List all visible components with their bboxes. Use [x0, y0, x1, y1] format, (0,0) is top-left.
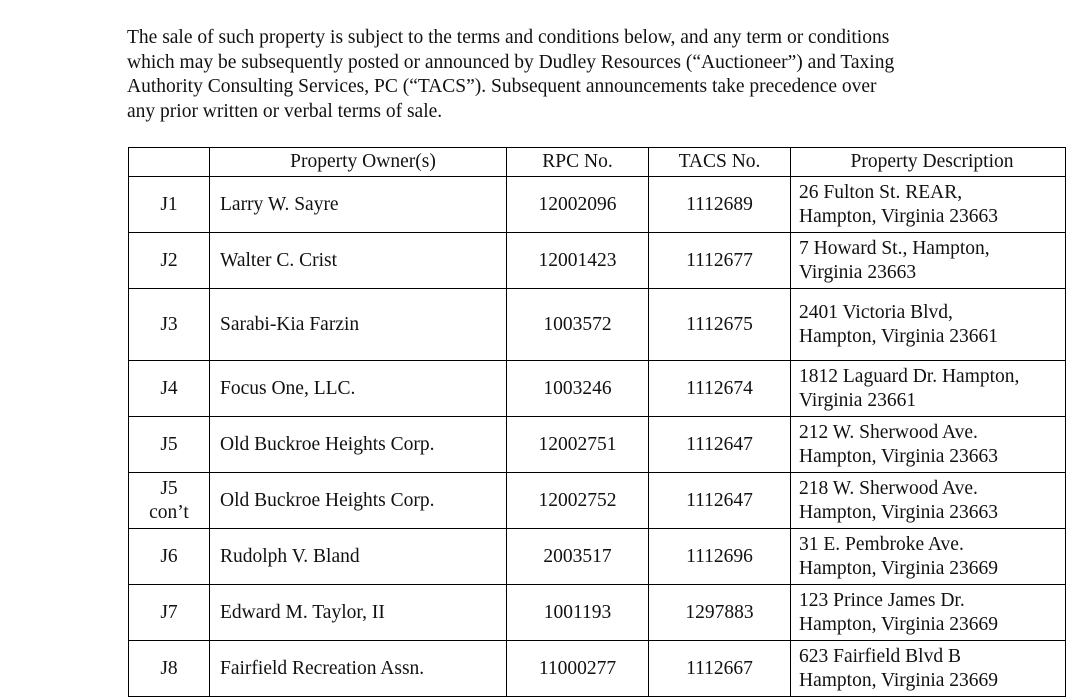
- rpc-no-cell: 1001193: [507, 585, 649, 641]
- header-rpc-no: RPC No.: [507, 148, 649, 177]
- owner-cell: Larry W. Sayre: [210, 177, 507, 233]
- item-id-line: con’t: [149, 501, 189, 523]
- item-id-cell: [129, 177, 210, 233]
- description-line: 26 Fulton St. REAR,: [799, 181, 963, 203]
- tacs-no-cell: 1297883: [649, 585, 791, 641]
- rpc-no-cell: 2003517: [507, 529, 649, 585]
- header-property-owner: Property Owner(s): [210, 148, 507, 177]
- description-cell: [791, 289, 1066, 361]
- item-id-cell: [129, 361, 210, 417]
- description-line: Hampton, Virginia 23663: [799, 205, 999, 227]
- owner-cell: Rudolph V. Bland: [210, 529, 507, 585]
- rpc-no-cell: 1003246: [507, 361, 649, 417]
- table-row: [129, 177, 1066, 233]
- item-id-cell: [129, 641, 210, 697]
- rpc-no-cell: 12002751: [507, 417, 649, 473]
- description-line: Virginia 23661: [799, 389, 917, 411]
- description-line: 212 W. Sherwood Ave.: [799, 421, 978, 443]
- description-cell: [791, 585, 1066, 641]
- rpc-no-cell: 11000277: [507, 641, 649, 697]
- description-line: 623 Fairfield Blvd B: [799, 645, 961, 667]
- intro-line: The sale of such property is subject to the terms and conditions below, and any term or conditions: [127, 27, 890, 48]
- rpc-no-cell: 12001423: [507, 233, 649, 289]
- description-line: Hampton, Virginia 23669: [799, 613, 999, 635]
- table-row: [129, 417, 1066, 473]
- item-id-line: J8: [160, 657, 178, 679]
- description-line: 7 Howard St., Hampton,: [799, 237, 990, 259]
- item-id-line: J1: [160, 193, 178, 215]
- table-row: [129, 233, 1066, 289]
- rpc-no-cell: 12002752: [507, 473, 649, 529]
- tacs-no-cell: 1112674: [649, 361, 791, 417]
- header-item-id: [129, 148, 210, 177]
- owner-cell: Focus One, LLC.: [210, 361, 507, 417]
- tacs-no-cell: 1112647: [649, 473, 791, 529]
- owner-cell: Sarabi-Kia Farzin: [210, 289, 507, 361]
- tacs-no-cell: 1112675: [649, 289, 791, 361]
- tacs-no-cell: 1112647: [649, 417, 791, 473]
- header-tacs-no: TACS No.: [649, 148, 791, 177]
- description-line: Hampton, Virginia 23669: [799, 669, 999, 691]
- table-row: [129, 641, 1066, 697]
- intro-line: which may be subsequently posted or announced by Dudley Resources (“Auctioneer”) and Taxing: [127, 51, 895, 73]
- owner-cell: Fairfield Recreation Assn.: [210, 641, 507, 697]
- owner-cell: Old Buckroe Heights Corp.: [210, 417, 507, 473]
- item-id-cell: [129, 585, 210, 641]
- description-cell: [791, 473, 1066, 529]
- description-line: Hampton, Virginia 23661: [799, 325, 999, 347]
- tacs-no-cell: 1112667: [649, 641, 791, 697]
- table-row: [129, 361, 1066, 417]
- property-table: [128, 147, 1066, 697]
- description-cell: [791, 233, 1066, 289]
- table-row: [129, 473, 1066, 529]
- intro-line: any prior written or verbal terms of sale.: [127, 100, 443, 122]
- item-id-cell: [129, 233, 210, 289]
- item-id-cell: [129, 417, 210, 473]
- item-id-cell: [129, 473, 210, 529]
- item-id-line: J3: [160, 313, 178, 335]
- rpc-no-cell: 12002096: [507, 177, 649, 233]
- description-line: 1812 Laguard Dr. Hampton,: [799, 365, 1020, 387]
- tacs-no-cell: 1112677: [649, 233, 791, 289]
- description-cell: [791, 529, 1066, 585]
- item-id-line: J4: [160, 377, 178, 399]
- description-cell: [791, 361, 1066, 417]
- description-line: 2401 Victoria Blvd,: [799, 301, 953, 323]
- item-id-line: J5: [160, 433, 178, 455]
- item-id-cell: [129, 289, 210, 361]
- description-line: 123 Prince James Dr.: [799, 589, 965, 611]
- owner-cell: Old Buckroe Heights Corp.: [210, 473, 507, 529]
- table-row: [129, 585, 1066, 641]
- table-row: [129, 529, 1066, 585]
- owner-cell: Edward M. Taylor, II: [210, 585, 507, 641]
- item-id-line: J2: [160, 249, 178, 271]
- table-header-row: [129, 148, 1066, 177]
- table-row: [129, 289, 1066, 361]
- item-id-cell: [129, 529, 210, 585]
- intro-line: Authority Consulting Services, PC (“TACS”). Subsequent announcements take precedence over: [127, 76, 877, 97]
- description-line: Hampton, Virginia 23663: [799, 445, 999, 467]
- description-cell: [791, 177, 1066, 233]
- tacs-no-cell: 1112689: [649, 177, 791, 233]
- tacs-no-cell: 1112696: [649, 529, 791, 585]
- description-line: 31 E. Pembroke Ave.: [799, 533, 964, 555]
- intro-paragraph: [127, 26, 957, 124]
- rpc-no-cell: 1003572: [507, 289, 649, 361]
- description-cell: [791, 641, 1066, 697]
- item-id-line: J7: [160, 601, 178, 623]
- description-line: Hampton, Virginia 23663: [799, 501, 999, 523]
- description-line: 218 W. Sherwood Ave.: [799, 477, 978, 499]
- owner-cell: Walter C. Crist: [210, 233, 507, 289]
- item-id-line: J6: [160, 545, 178, 567]
- description-line: Hampton, Virginia 23669: [799, 557, 999, 579]
- description-line: Virginia 23663: [799, 261, 917, 283]
- description-cell: [791, 417, 1066, 473]
- header-property-description: Property Description: [791, 148, 1066, 177]
- item-id-line: J5: [160, 477, 178, 499]
